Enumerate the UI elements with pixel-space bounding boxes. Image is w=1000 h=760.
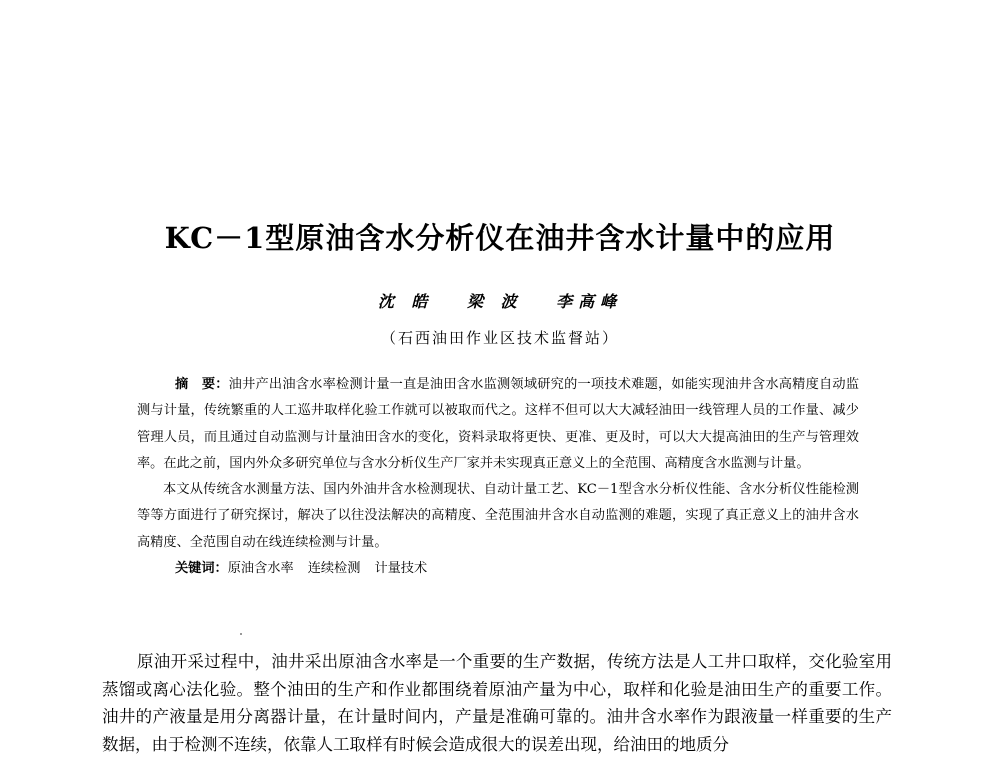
- author-name: 李高峰: [556, 292, 623, 311]
- paper-title: KC－1型原油含水分析仪在油井含水计量中的应用: [164, 221, 836, 255]
- abstract-paragraph: [137, 372, 859, 477]
- abstract-label: 摘 要：: [175, 377, 229, 392]
- author-name: 沈 皓: [377, 292, 434, 311]
- author-name: 梁 波: [466, 292, 523, 311]
- affiliation: （石西油田作业区技术监督站）: [380, 329, 619, 347]
- keywords: [137, 556, 859, 582]
- abstract-paragraph: 本文从传统含水测量方法、国内外油井含水检测现状、自动计量工艺、KC－1型含水分析仪性能、含水分析仪性能检测等等方面进行了研究探讨，解决了以往没法解决的高精度、全范围油井含水自动监测的难题，实现了真正意义上的油井含水高精度、全范围自动在线连续检测与计量。: [137, 482, 859, 550]
- keyword: 原油含水率: [227, 561, 294, 577]
- abstract: [137, 372, 859, 582]
- scan-speck: [240, 633, 242, 635]
- keyword: 计量技术: [374, 561, 428, 577]
- abstract-text: 油井产出油含水率检测计量一直是油田含水监测领域研究的一项技术难题，如能实现油井含水高精度自动监测与计量，传统繁重的人工巡井取样化验工作就可以被取而代之。这样不但可以大大减轻油田一线管理人员的工作量、减少管理人员，而且通过自动监测与计量油田含水的变化，资料录取将更快、更准、更及时，可以大大提高油田的生产与管理效率。在此之前，国内外众多研究单位与含水分析仪生产厂家并未实现真正意义上的全范围、高精度含水监测与计量。: [137, 377, 860, 471]
- body-text: [102, 648, 892, 758]
- keywords-label: 关键词：: [175, 561, 228, 577]
- keyword: 连续检测: [307, 561, 361, 577]
- author-list: [0, 290, 1000, 314]
- body-paragraph: 原油开采过程中，油井采出原油含水率是一个重要的生产数据，传统方法是人工井口取样，交化验室用蒸馏或离心法化验。整个油田的生产和作业都围绕着原油产量为中心，取样和化验是油田生产的重要工作。油井的产液量是用分离器计量，在计量时间内，产量是准确可靠的。油井含水率作为跟液量一样重要的生产数据，由于检测不连续，依靠人工取样有时候会造成很大的误差出现，给油田的地质分: [102, 652, 892, 754]
